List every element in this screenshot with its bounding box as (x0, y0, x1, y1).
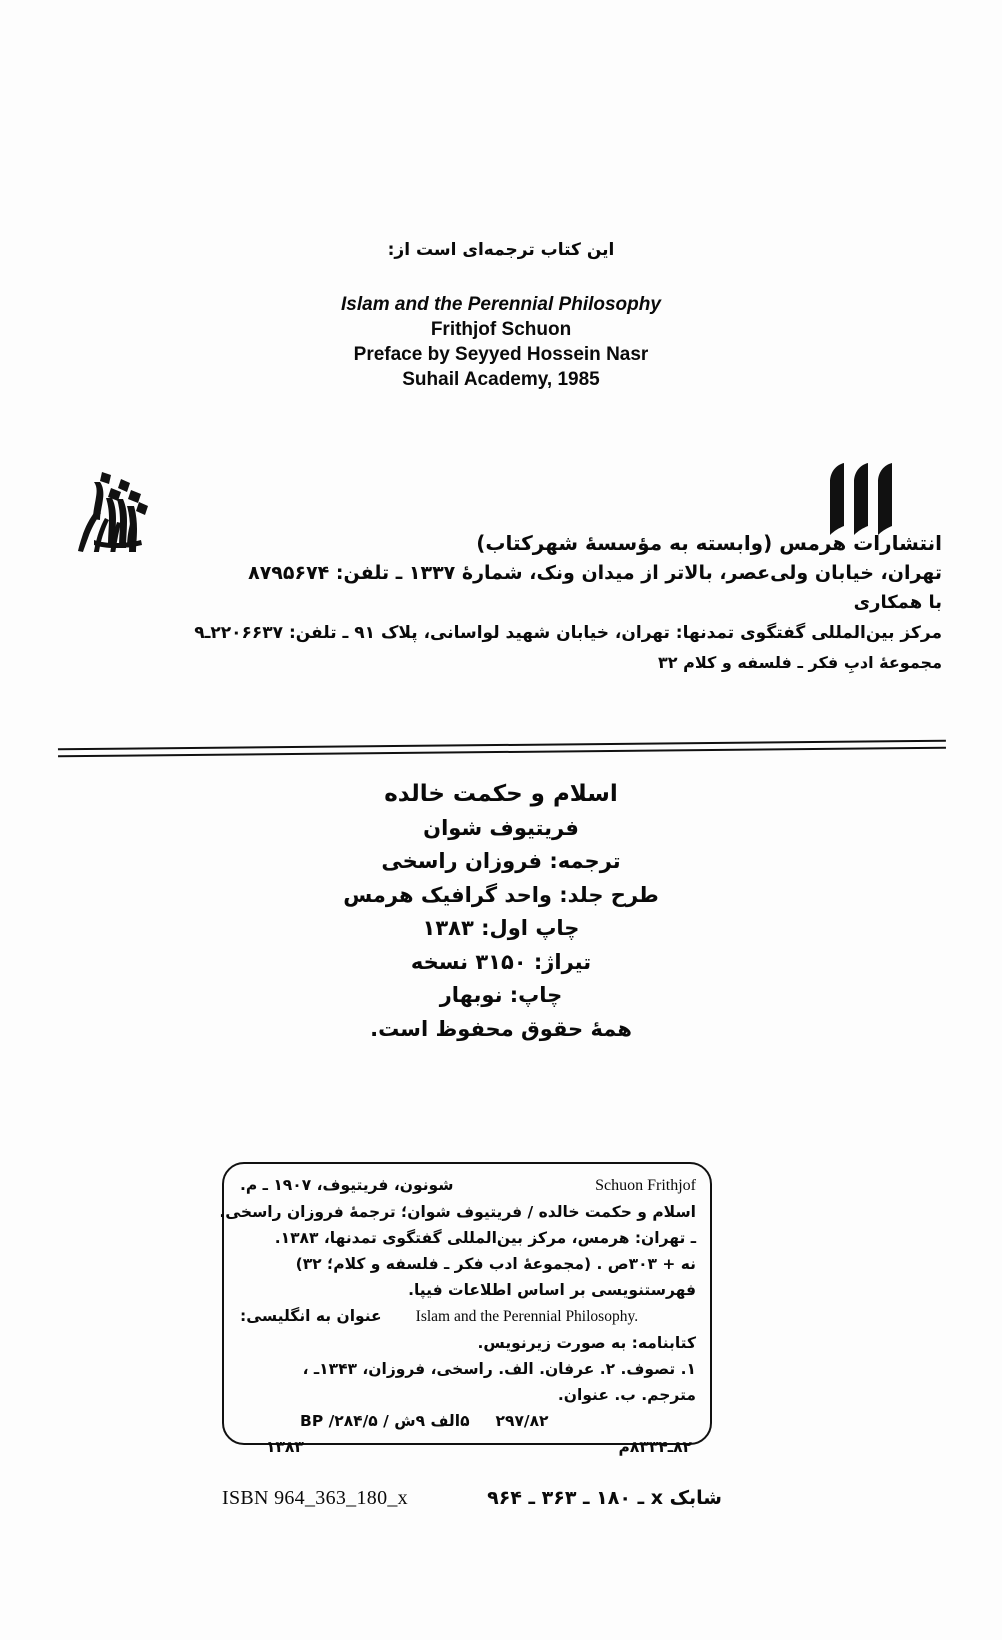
cip-collation: نه + ۳۰۳ص . (مجموعهٔ ادب فکر ـ فلسفه و کلام؛ ۳۲) (295, 1255, 696, 1273)
book-rights-statement: همهٔ حقوق محفوظ است. (370, 1016, 632, 1041)
cip-subjects: ۱. تصوف. ۲. عرفان. الف. راسخی، فروزان، ۱۳۴۳ـ ، (302, 1360, 696, 1378)
cip-cataloging-note: فهرستنویسی بر اساس اطلاعات فیپا. (408, 1281, 696, 1299)
publisher-name-line: انتشارات هرمس (وابسته به مؤسسهٔ شهرکتاب) (476, 531, 942, 555)
section-divider (58, 740, 946, 765)
cip-bottom-row (240, 1434, 696, 1460)
isbn-row (222, 1487, 722, 1510)
cip-title-statement: اسلام و حکمت خالده / فریتیوف شوان؛ ترجمهٔ فروزان راسخی. (219, 1203, 696, 1221)
cip-bibliography-note: کتابنامه: به صورت زیرنویس. (477, 1334, 696, 1352)
cip-national-bib-number: ۸۲ـ۸۳۳۴م (618, 1438, 692, 1456)
book-cover-design: طرح جلد: واحد گرافیک هرمس (343, 882, 659, 907)
cip-year: ۱۳۸۳ (266, 1438, 304, 1456)
cip-cataloging-box (219, 1162, 712, 1456)
book-printer: چاپ: نوبهار (439, 983, 563, 1007)
isbn-persian: شابک x ـ ۱۸۰ ـ ۳۶۳ ـ ۹۶۴ (487, 1487, 722, 1509)
book-print-run: تیراژ: ۳۱۵۰ نسخه (410, 949, 592, 974)
publisher-info-block (60, 528, 942, 678)
cip-dewey-number: ۲۹۷/۸۲ (495, 1412, 549, 1430)
cip-lc-call-number: ۵الف ۹ش / ۲۸۴/۵/ BP (300, 1412, 470, 1430)
cip-english-title-value: Islam and the Perennial Philosophy. (415, 1308, 639, 1325)
source-book-preface: Preface by Seyyed Hossein Nasr (353, 344, 649, 365)
book-author: فریتیوف شوان (423, 815, 579, 840)
cip-heading-latin: Schuon Frithjof (595, 1177, 696, 1194)
isbn-latin: ISBN 964_363_180_x (222, 1487, 408, 1509)
publisher-cooperation-label: با همکاری (853, 592, 942, 613)
publisher-partner-line: مرکز بین‌المللی گفتگوی تمدنها: تهران، خیابان شهید لواسانی، پلاک ۹۱ ـ تلفن: ۲۲۰۶۶۳۷ـ۹ (194, 623, 942, 643)
book-title: اسلام و حکمت خالده (384, 781, 618, 807)
source-book-author: Frithjof Schuon (430, 319, 572, 340)
cip-call-number-row (240, 1408, 696, 1434)
cip-heading-persian: شونون، فریتیوف، ۱۹۰۷ ـ م. (240, 1176, 454, 1194)
cip-added-entries: مترجم. ب. عنوان. (557, 1386, 696, 1404)
book-edition: چاپ اول: ۱۳۸۳ (422, 916, 580, 940)
cip-imprint: ـ تهران: هرمس، مرکز بین‌المللی گفتگوی تمدنها، ۱۳۸۳. (274, 1229, 696, 1247)
source-book-block (0, 292, 1002, 392)
book-translator: ترجمه: فروزان راسخی (381, 849, 621, 873)
publisher-address-line: تهران، خیابان ولی‌عصر، بالاتر از میدان ونک، شمارهٔ ۱۳۳۷ ـ تلفن: ۸۷۹۵۶۷۴ (248, 562, 942, 584)
cip-english-title-row (240, 1303, 696, 1330)
source-book-publisher: Suhail Academy, 1985 (402, 369, 600, 390)
source-book-title: Islam and the Perennial Philosophy (341, 294, 661, 315)
cip-content (219, 1172, 696, 1460)
translation-source-note: این کتاب ترجمه‌ای است از: (387, 240, 615, 260)
cip-english-title-label: عنوان به انگلیسی: (240, 1307, 382, 1325)
cip-heading-row (240, 1172, 696, 1199)
publisher-series-line: مجموعهٔ ادبِ فکر ـ فلسفه و کلام ۳۲ (658, 653, 942, 672)
book-credits-block (0, 778, 1002, 1046)
